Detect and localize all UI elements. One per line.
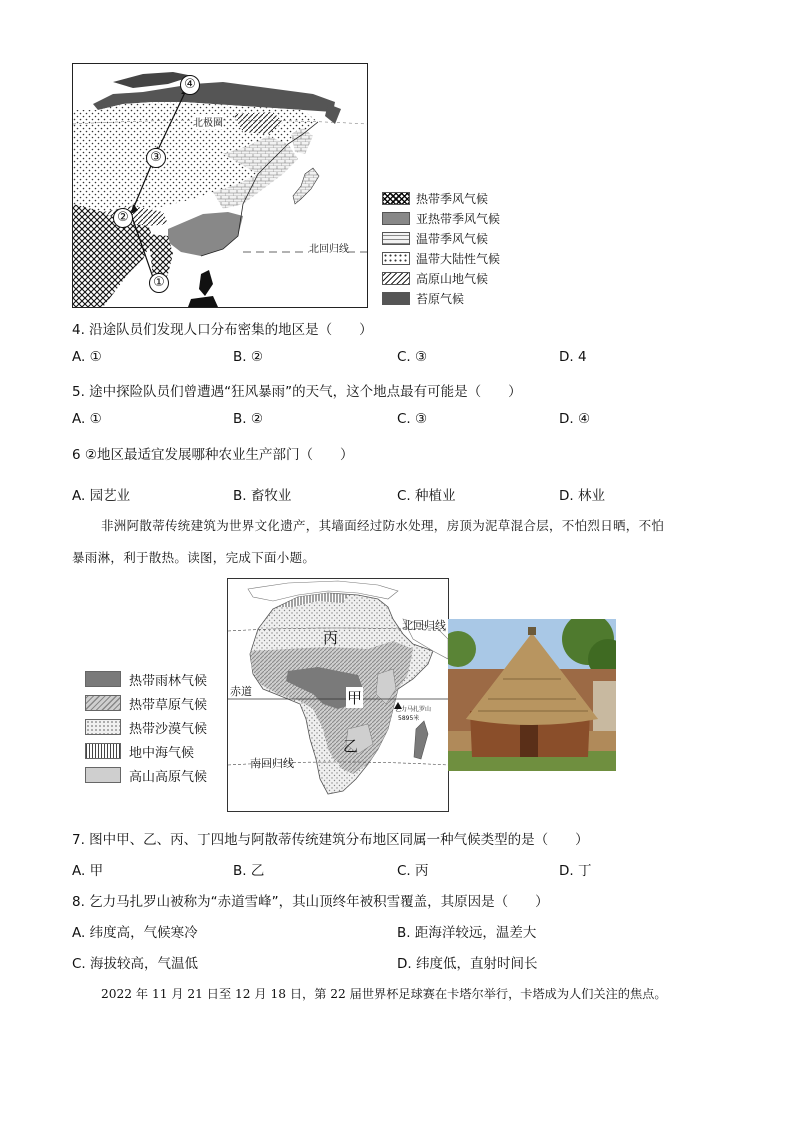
question-8-stem: 8. 乞力马扎罗山被称为“赤道雪峰”，其山顶终年被积雪覆盖，其原因是（ ）	[72, 894, 549, 910]
rainforest-swatch	[85, 671, 121, 687]
question-5-stem: 5. 途中探险队员们曾遭遇“狂风暴雨”的天气，这个地点最有可能是（ ）	[72, 384, 522, 400]
point-2-label: ②	[113, 208, 133, 228]
question-5-option-a[interactable]: A. ①	[72, 411, 102, 427]
question-6-stem: 6 ②地区最适宜发展哪种农业生产部门（ ）	[72, 447, 354, 463]
question-8-option-c[interactable]: C. 海拔较高，气温低	[72, 956, 199, 972]
kilimanjaro-height-label: 5895米	[398, 715, 420, 722]
legend-label: 热带季风气候	[416, 191, 489, 206]
question-8-option-b[interactable]: B. 距海洋较远，温差大	[397, 925, 537, 941]
mediterranean-swatch	[85, 743, 121, 759]
region-yi-label: 乙	[343, 737, 359, 755]
africa-legend-item	[85, 742, 194, 760]
question-4-stem: 4. 沿途队员们发现人口分布密集的地区是（ ）	[72, 322, 373, 338]
africa-legend-item	[85, 694, 207, 712]
question-5-option-c[interactable]: C. ③	[397, 411, 428, 427]
asia-legend-item	[382, 230, 488, 246]
region-bing-label: 丙	[323, 629, 339, 647]
region-jia-label: 甲	[347, 689, 363, 707]
africa-map-graphic	[228, 579, 448, 811]
asia-legend-item	[382, 190, 488, 206]
savanna-swatch	[85, 695, 121, 711]
question-5-option-b[interactable]: B. ②	[233, 411, 263, 427]
legend-label: 亚热带季风气候	[416, 211, 501, 226]
highland-swatch	[382, 272, 410, 285]
question-7-option-c[interactable]: C. 丙	[397, 863, 429, 879]
temperate-monsoon-swatch	[382, 232, 410, 245]
question-7-option-b[interactable]: B. 乙	[233, 863, 265, 879]
question-4-option-b[interactable]: B. ②	[233, 349, 263, 365]
legend-label: 苔原气候	[416, 291, 465, 306]
asia-map-graphic	[73, 64, 367, 307]
legend-label: 高山高原气候	[129, 769, 208, 785]
question-6-option-d[interactable]: D. 林业	[559, 488, 605, 504]
hut-illustration	[448, 619, 616, 771]
question-8-option-a[interactable]: A. 纬度高，气候寒冷	[72, 925, 198, 941]
legend-label: 热带雨林气候	[129, 673, 208, 689]
question-7-option-d[interactable]: D. 丁	[559, 863, 592, 879]
subtropical-monsoon-swatch	[382, 212, 410, 225]
question-6-option-b[interactable]: B. 畜牧业	[233, 488, 292, 504]
africa-tropic-cancer-label: 北回归线	[402, 619, 446, 632]
passage-ashanti-line-1: 非洲阿散蒂传统建筑为世界文化遗产，其墙面经过防水处理，房顶为泥草混合层，不怕烈日晒，不怕	[101, 518, 665, 533]
legend-label: 高原山地气候	[416, 271, 489, 286]
question-7-stem: 7. 图中甲、乙、丙、丁四地与阿散蒂传统建筑分布地区同属一种气候类型的是（ ）	[72, 832, 589, 848]
asia-climate-map	[72, 63, 368, 308]
passage-ashanti-line-2: 暴雨淋，利于散热。读图，完成下面小题。	[72, 550, 316, 565]
legend-label: 地中海气候	[129, 745, 195, 761]
question-4-option-d[interactable]: D. 4	[559, 349, 587, 365]
asia-legend-item	[382, 210, 500, 226]
point-1-label: ①	[149, 273, 169, 293]
arctic-circle-label: 北极圈	[193, 114, 223, 129]
question-6-option-a[interactable]: A. 园艺业	[72, 488, 131, 504]
continental-swatch	[382, 252, 410, 265]
legend-label: 温带大陆性气候	[416, 251, 501, 266]
asia-legend-item	[382, 250, 500, 266]
passage-world-cup: 2022 年 11 月 21 日至 12 月 18 日，第 22 届世界杯足球赛在卡塔尔举行，卡塔成为人们关注的焦点。	[101, 987, 667, 1001]
africa-legend-item	[85, 766, 207, 784]
africa-legend-item	[85, 670, 207, 688]
question-5-option-d[interactable]: D. ④	[559, 411, 591, 427]
question-4-option-c[interactable]: C. ③	[397, 349, 428, 365]
point-3-label: ③	[146, 148, 166, 168]
point-4-label: ④	[180, 75, 200, 95]
question-7-option-a[interactable]: A. 甲	[72, 863, 104, 879]
africa-climate-map	[227, 578, 449, 812]
africa-tropic-capricorn-label: 南回归线	[250, 757, 294, 770]
question-8-option-d[interactable]: D. 纬度低，直射时间长	[397, 956, 538, 972]
africa-equator-label: 赤道	[230, 685, 252, 698]
kilimanjaro-label: 乞力马扎罗山	[395, 706, 432, 713]
question-4-option-a[interactable]: A. ①	[72, 349, 102, 365]
tundra-swatch	[382, 292, 410, 305]
highland-swatch	[85, 767, 121, 783]
ashanti-hut-photo	[448, 619, 616, 771]
africa-legend-item	[85, 718, 207, 736]
tropical-monsoon-swatch	[382, 192, 410, 205]
question-6-option-c[interactable]: C. 种植业	[397, 488, 456, 504]
desert-swatch	[85, 719, 121, 735]
legend-label: 热带沙漠气候	[129, 721, 208, 737]
asia-legend-item	[382, 290, 464, 306]
legend-label: 温带季风气候	[416, 231, 489, 246]
asia-legend-item	[382, 270, 488, 286]
legend-label: 热带草原气候	[129, 697, 208, 713]
tropic-cancer-label: 北回归线	[309, 240, 349, 255]
